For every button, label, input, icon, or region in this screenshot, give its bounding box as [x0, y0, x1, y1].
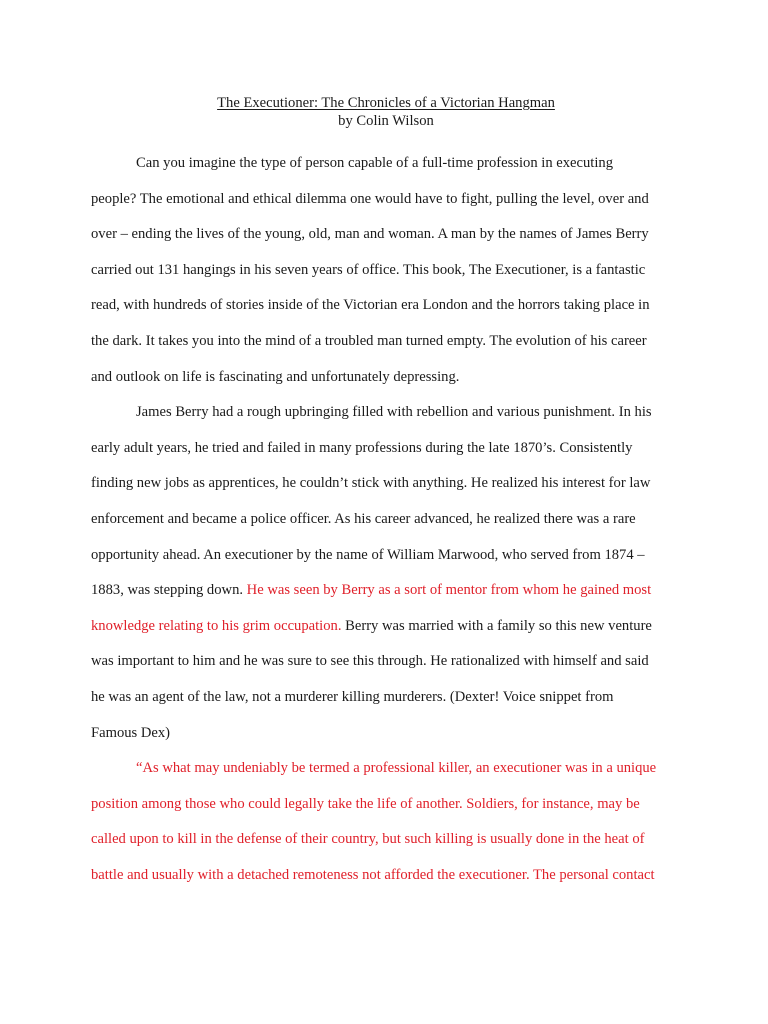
text-line [91, 502, 681, 538]
text-line [91, 288, 681, 324]
text-line [91, 644, 681, 680]
body-text: Berry was married with a family so this new venture [341, 617, 652, 634]
body-text: people? The emotional and ethical dilemma one would have to fight, pulling the level, over and [91, 190, 649, 207]
body-text: early adult years, he tried and failed in many professions during the late 1870’s. Consistently [91, 439, 633, 456]
body-text: the dark. It takes you into the mind of a troubled man turned empty. The evolution of his career [91, 332, 647, 349]
text-line [91, 787, 681, 823]
highlighted-text: knowledge relating to his grim occupation. [91, 617, 342, 634]
body-text: Famous Dex) [91, 724, 171, 741]
text-line [91, 182, 681, 218]
body-text: 1883, was stepping down. [91, 582, 247, 599]
body-text: enforcement and became a police officer. As his career advanced, he realized there was a rare [91, 510, 636, 527]
body-text: Can you imagine the type of person capable of a full-time profession in executing [136, 155, 613, 171]
text-line [91, 751, 681, 787]
body-text: read, with hundreds of stories inside of the Victorian era London and the horrors taking place in [91, 297, 650, 314]
document-title: The Executioner: The Chronicles of a Victorian Hangman [217, 95, 555, 111]
text-line [91, 680, 681, 716]
text-line [91, 538, 681, 574]
body-text: over – ending the lives of the young, old, man and woman. A man by the names of James Berry [91, 226, 649, 243]
text-line [91, 395, 681, 431]
body-text: and outlook on life is fascinating and unfortunately depressing. [91, 368, 460, 385]
highlighted-text: position among those who could legally take the life of another. Soldiers, for instance, may be [91, 795, 640, 812]
body-text: opportunity ahead. An executioner by the name of William Marwood, who served from 1874 – [91, 546, 645, 563]
document-byline: by Colin Wilson [338, 113, 434, 129]
paragraph [91, 751, 681, 893]
document-header [0, 94, 768, 130]
text-line [91, 716, 681, 752]
text-line [91, 217, 681, 253]
text-line [91, 431, 681, 467]
body-text: James Berry had a rough upbringing filled with rebellion and various punishment. In his [136, 404, 652, 421]
highlighted-text: “As what may undeniably be termed a professional killer, an executioner was in a unique [136, 760, 657, 777]
text-line [91, 253, 681, 289]
text-line [91, 324, 681, 360]
text-line [91, 146, 681, 182]
body-text: finding new jobs as apprentices, he couldn’t stick with anything. He realized his interest for law [91, 475, 651, 492]
document-body [91, 146, 681, 893]
body-text: he was an agent of the law, not a murderer killing murderers. (Dexter! Voice snippet from [91, 688, 614, 705]
text-line [91, 573, 681, 609]
highlighted-text: called upon to kill in the defense of their country, but such killing is usually done in the heat of [91, 831, 645, 848]
body-text: carried out 131 hangings in his seven years of office. This book, The Executioner, is a fantastic [91, 261, 646, 278]
body-text: was important to him and he was sure to see this through. He rationalized with himself and said [91, 653, 649, 670]
highlighted-text: battle and usually with a detached remoteness not afforded the executioner. The personal contact [91, 866, 655, 883]
text-line [91, 360, 681, 396]
text-line [91, 609, 681, 645]
highlighted-text: He was seen by Berry as a sort of mentor from whom he gained most [246, 582, 652, 599]
text-line [91, 858, 681, 894]
text-line [91, 822, 681, 858]
paragraph [91, 395, 681, 751]
text-line [91, 466, 681, 502]
paragraph [91, 146, 681, 395]
